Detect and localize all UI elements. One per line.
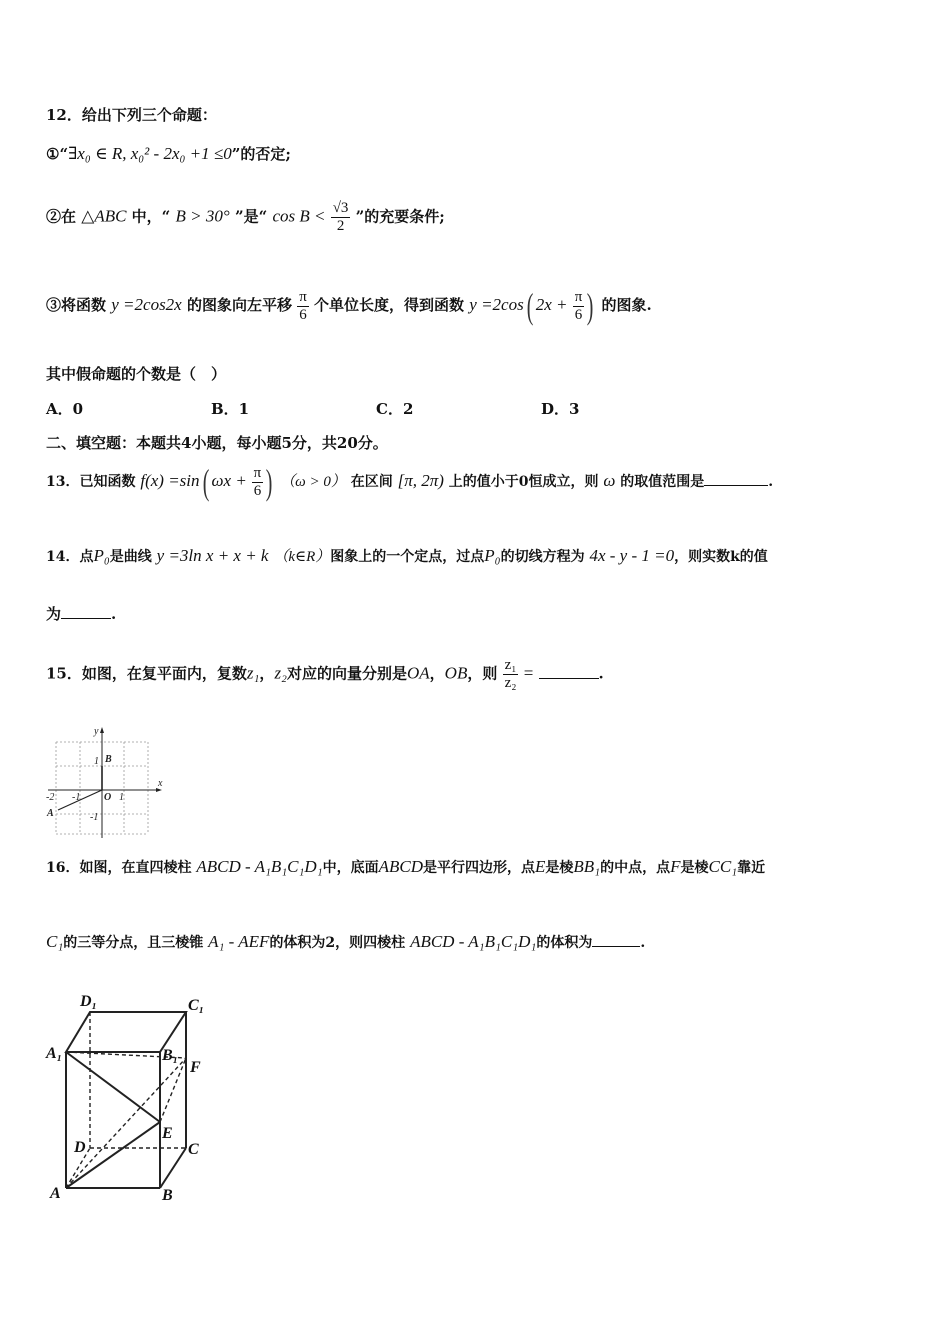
label-a: A — [47, 808, 54, 819]
prism-solid-edges — [66, 1012, 186, 1188]
q15-mid: 对应的向量分别是 — [286, 664, 407, 683]
section-2-heading: 二、填空题：本题共4小题，每小题5分，共20分。 — [46, 434, 388, 452]
q12-proposition-1 — [46, 143, 291, 164]
p3-inner-den: 6 — [574, 306, 583, 323]
q16 — [46, 857, 765, 877]
q16-pyramid: A₁ - AEF — [208, 932, 270, 951]
q12-proposition-2 — [46, 200, 445, 235]
q16-dot: . — [640, 935, 646, 951]
label-one-top: 1 — [94, 756, 99, 767]
q13-dot: . — [768, 474, 774, 490]
q12-title: 12．给出下列三个命题： — [46, 106, 217, 124]
q14-tangent: 4x - y - 1 =0 — [589, 546, 675, 565]
q16-line2a: 的三等分点，且三棱锥 — [63, 935, 204, 951]
q13-answer-blank[interactable] — [704, 485, 768, 486]
q15-z2: z₂ — [274, 663, 287, 683]
q14-mid: 是曲线 — [109, 549, 152, 565]
q16-mid3: 是棱 — [545, 860, 574, 876]
q15-oa: OA — [406, 663, 430, 683]
p3-inner-fraction — [573, 289, 585, 324]
q13-end: 的取值范围是 — [620, 474, 705, 490]
p1-math: ∃x₀ ∈ R, x₀² - 2x₀ +1 ≤0 — [68, 144, 232, 163]
option-b: B．1 — [211, 400, 250, 418]
q13-interval: [π, 2π) — [397, 471, 444, 490]
p3-shift-den: 6 — [299, 306, 307, 323]
q15-answer-blank[interactable] — [539, 678, 599, 679]
option-c: C．2 — [376, 400, 414, 418]
p3-shift-num: π — [299, 288, 307, 305]
q16-line2c: 的体积为 — [536, 935, 593, 951]
p3-shift-fraction — [297, 289, 309, 324]
label-neg1: -1 — [72, 792, 81, 803]
q15-equals: = — [523, 663, 534, 683]
label-b: B — [162, 1187, 173, 1204]
q13-fraction — [252, 465, 264, 500]
q15-ob: OB — [444, 663, 468, 683]
p2-numerator: √3 — [332, 200, 349, 216]
q16-pre: 16．如图，在直四棱柱 — [46, 860, 192, 876]
p2-end: ”的充要条件; — [355, 207, 445, 226]
q15-pre: 15．如图，在复平面内，复数 — [46, 664, 247, 683]
label-one-right: 1 — [119, 792, 124, 803]
q15-comma: ， — [259, 664, 275, 683]
q12-question: 其中假命题的个数是（ ） — [46, 365, 227, 383]
label-neg2: -2 — [46, 792, 55, 803]
p3-function-2a: y =2cos — [469, 295, 524, 314]
q14-curve: y =3ln x + x + k — [156, 546, 269, 565]
q16-mid2: 是平行四边形，点 — [423, 860, 536, 876]
p3-mark: ③将函数 — [46, 296, 107, 314]
q15-dot: . — [598, 664, 604, 683]
q16-line-2 — [46, 932, 645, 952]
label-d1: D₁ — [80, 993, 98, 1010]
q14-pre: 14．点 — [46, 549, 94, 565]
p2-is: ”是“ — [234, 207, 268, 226]
q13: 13．已知函数 f(x) =sin( ωx + $\frac{\pi}{6}$ ) （ω > 0） 在区间 [π, 2π) 上的值小于0恒成立，则 ω 的取值范围是 . — [46, 462, 774, 502]
q13-mid: 在区间 — [350, 474, 393, 490]
label-neg1-y: -1 — [90, 812, 99, 823]
label-e: E — [162, 1125, 173, 1142]
label-b: B — [105, 754, 112, 765]
option-d: D．3 — [541, 400, 580, 418]
q16-answer-blank[interactable] — [592, 946, 640, 947]
p3-function-1: y =2cos2x — [111, 295, 182, 314]
q16-mid: 中，底面 — [322, 860, 379, 876]
q16-f: F — [670, 857, 681, 876]
q15-num: z₁ — [504, 657, 517, 673]
q13-function: f(x) =sin — [140, 471, 200, 490]
p1-end: ”的否定; — [231, 145, 291, 163]
q13-den: 6 — [253, 482, 262, 499]
q13-condition: （ω > 0） — [280, 474, 346, 490]
q15-then: ，则 — [467, 664, 498, 683]
p2-condition: B > 30° — [175, 206, 230, 226]
q13-pre: 13．已知函数 — [46, 474, 136, 490]
y-arrow — [100, 727, 104, 733]
p3-inner-num: π — [574, 288, 583, 305]
q16-base: ABCD — [378, 857, 424, 876]
q15 — [46, 657, 604, 692]
p3-function-2b: 2x + — [535, 295, 568, 314]
q14-end: ，则实数k的值 — [674, 549, 768, 565]
label-c1: C₁ — [188, 997, 205, 1014]
q16-mid5: 是棱 — [680, 860, 709, 876]
q16-near: 靠近 — [737, 860, 766, 876]
q13-inner: ωx + — [211, 471, 247, 490]
q15-den: z₂ — [504, 675, 517, 691]
q14-answer-blank[interactable] — [61, 618, 111, 619]
label-a1: A₁ — [46, 1045, 63, 1062]
p1-mark: ①“ — [46, 145, 69, 163]
p2-mark: ②在 — [46, 207, 77, 226]
q14 — [46, 545, 768, 566]
q16-c1: C₁ — [46, 932, 64, 951]
q15-z1: z₁ — [246, 663, 260, 683]
label-d: D — [74, 1139, 86, 1156]
q16-bb1: BB₁ — [573, 857, 601, 876]
q13-num: π — [253, 464, 262, 481]
p3-mid2: 个单位长度，得到函数 — [314, 296, 465, 314]
q14-p0: P₀ — [93, 546, 110, 565]
p2-mid: 中，“ — [131, 207, 171, 226]
q13-omega: ω — [603, 471, 616, 490]
label-y: y — [94, 726, 99, 737]
q13-mid2: 上的值小于0恒成立，则 — [448, 474, 599, 490]
q16-prism: ABCD - A₁B₁C₁D₁ — [196, 857, 323, 876]
label-x: x — [158, 778, 163, 789]
q16-cc1: CC₁ — [708, 857, 738, 876]
q15-fraction — [503, 657, 519, 692]
q14-p0-again: P₀ — [484, 546, 501, 565]
label-a: A — [50, 1185, 61, 1202]
q14-mid2: 图象上的一个定点，过点 — [330, 549, 485, 565]
label-c: C — [188, 1141, 199, 1158]
q14-line-2 — [46, 603, 116, 624]
q16-e: E — [535, 857, 546, 876]
q14-line2-text: 为 — [46, 605, 62, 623]
p3-mid: 的图象向左平移 — [186, 296, 292, 314]
label-o: O — [104, 792, 112, 803]
q12-proposition-3: ③将函数 y =2cos2x 的图象向左平移 $\frac{\pi}{6}$ 个单位长度，得到函数 y =2cos( 2x + $\frac{\pi}{6}$ ) 的图象. — [46, 286, 652, 326]
p3-end: 的图象. — [601, 296, 652, 314]
q15-comma-2: ， — [429, 664, 445, 683]
q16-line2b: 的体积为2，则四棱柱 — [269, 935, 406, 951]
p2-cos: cos B < — [272, 206, 326, 226]
prism-figure — [44, 990, 224, 1210]
label-b1: B₁ — [162, 1047, 179, 1064]
q14-dot: . — [111, 605, 117, 623]
q16-mid4: 的中点，点 — [600, 860, 671, 876]
q16-prism-again: ABCD - A₁B₁C₁D₁ — [410, 932, 537, 951]
q14-condition: （k∈R） — [273, 549, 331, 565]
option-a: A．0 — [46, 400, 84, 418]
p2-triangle: △ABC — [81, 206, 127, 226]
q14-mid3: 的切线方程为 — [500, 549, 585, 565]
label-f: F — [190, 1059, 201, 1076]
p2-fraction — [331, 200, 351, 235]
complex-plane-figure — [44, 722, 168, 840]
p2-denominator: 2 — [336, 218, 345, 234]
